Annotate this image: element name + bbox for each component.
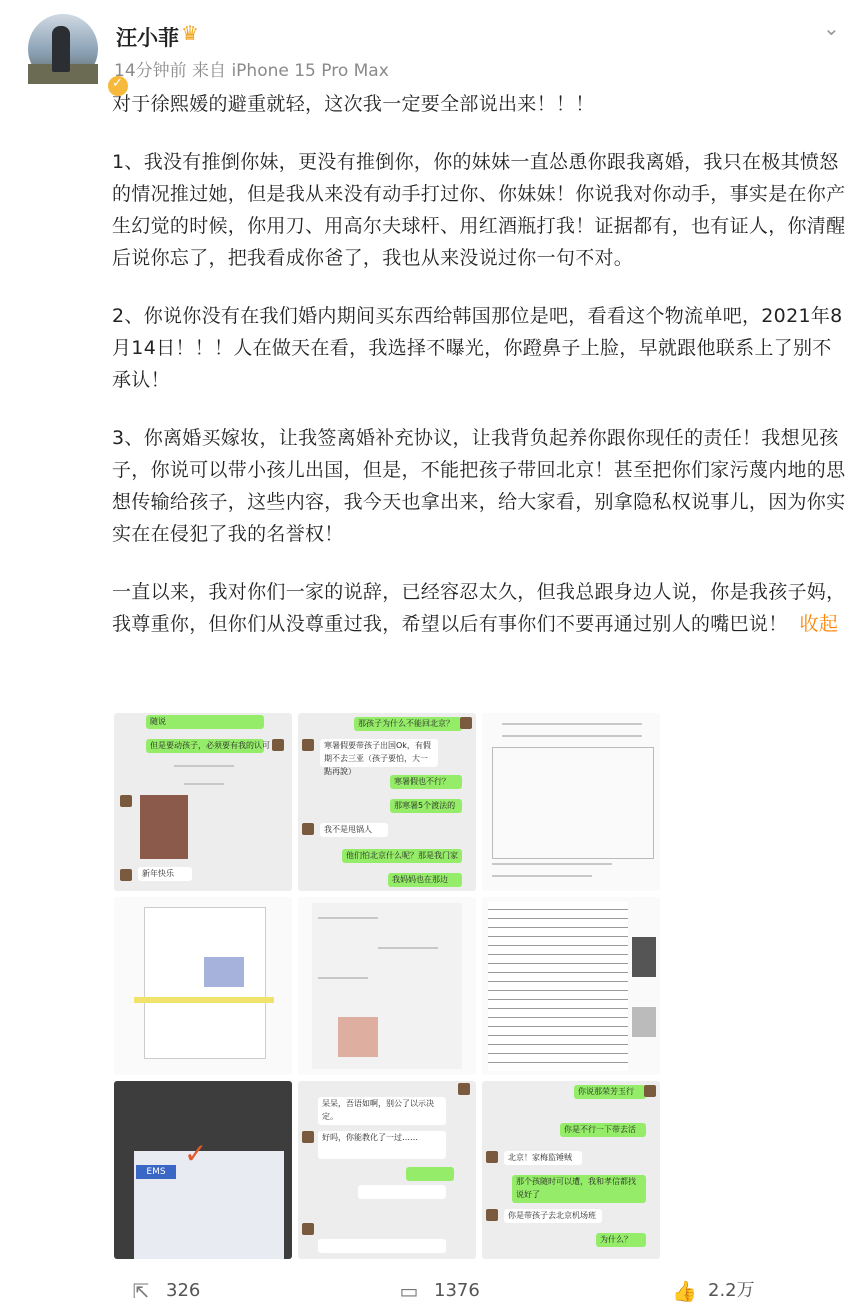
chat-photo	[140, 795, 188, 859]
image-document-2[interactable]	[114, 897, 292, 1075]
post-header	[28, 14, 858, 84]
post-time-source: 14分钟前 来自 iPhone 15 Pro Max	[114, 61, 389, 81]
image-document-1[interactable]	[482, 713, 660, 891]
doc-highlight	[204, 957, 244, 987]
chat-bubble: 寒暑假要带孩子出国Ok，有假期不去三亚（孩子要怕，大一點再說）	[320, 739, 438, 767]
chat-bubble: 随说	[146, 715, 264, 729]
chat-bubble: 呆呆，吾语如啊，别公了以示决定。	[318, 1097, 446, 1125]
chat-line	[318, 977, 368, 979]
doc-line	[502, 735, 642, 737]
post-paragraph: 3、你离婚买嫁妆，让我签离婚补充协议，让我背负起养你跟你现任的责任！我想见孩子，你说可以带小孩儿出国，但是，不能把孩子带回北京！甚至把你们家污蔑内地的思想传输给孩子，这些内容，我今天也拿出来，给大家看，别拿隐私权说事儿，因为你实实在在侵犯了我的名誉权！	[112, 427, 846, 545]
chat-bubble	[318, 1239, 446, 1253]
chat-timestamp	[174, 765, 234, 767]
chat-bubble: 北京！家梅监锤贼	[504, 1151, 582, 1165]
doc-line	[502, 723, 642, 725]
chat-bubble: 寒暑假也不行？	[390, 775, 462, 789]
chat-bubble: 为什么？	[596, 1233, 646, 1247]
chat-bubble: 他们怕北京什么呢？那是我门家	[342, 849, 462, 863]
chat-image	[338, 1017, 378, 1057]
image-ems-waybill[interactable]	[114, 1081, 292, 1259]
chat-bubble: 好吗，你能教化了一过……	[318, 1131, 446, 1159]
chat-bubble: 你是带孩子去北京机场班	[504, 1209, 602, 1223]
chat-bubble: 那孩子为什么不能回北京？	[354, 717, 462, 731]
post-paragraph-text: 一直以来，我对你们一家的说辞，已经容忍太久，但我总跟身边人说，你是我孩子妈，我尊重你，但你们从没尊重过我，希望以后有事你们不要再通过别人的嘴巴说！	[112, 581, 846, 635]
post-footer	[0, 1268, 868, 1315]
chat-bubble: 那寒暑5个渡法的	[390, 799, 462, 813]
comment-button[interactable]	[398, 1276, 480, 1306]
comment-icon: ▭	[399, 1279, 419, 1303]
chevron-down-icon[interactable]: ⌄	[823, 16, 840, 40]
chat-timestamp	[184, 783, 224, 785]
author-name[interactable]: 汪小菲	[116, 26, 179, 50]
chat-bubble	[358, 1185, 446, 1199]
doc-line	[492, 875, 592, 877]
chat-avatar	[486, 1151, 498, 1163]
chat-bubble: 你是不行一下带去活	[560, 1123, 646, 1137]
post-paragraph	[112, 576, 847, 640]
share-icon: ⇱	[132, 1279, 150, 1303]
doc-line	[492, 863, 612, 865]
like-icon: 👍	[672, 1279, 697, 1303]
post-content	[112, 88, 847, 666]
collapse-link[interactable]: 收起	[799, 613, 839, 635]
chat-avatar	[302, 1131, 314, 1143]
chat-bubble: 我不是甩锅人	[320, 823, 388, 837]
table-rows	[488, 901, 628, 1071]
chat-screen	[312, 903, 462, 1069]
redaction	[632, 937, 656, 977]
doc-highlight	[134, 997, 274, 1003]
chat-line	[318, 917, 378, 919]
chat-avatar	[458, 1083, 470, 1095]
redaction	[632, 1007, 656, 1037]
like-button[interactable]	[672, 1276, 755, 1306]
check-mark-icon: ✓	[184, 1137, 208, 1170]
chat-bubble	[406, 1167, 454, 1181]
share-button[interactable]	[130, 1276, 200, 1306]
chat-avatar	[302, 823, 314, 835]
chat-bubble: 我妈妈也在那边	[388, 873, 462, 887]
chat-avatar	[486, 1209, 498, 1221]
crown-icon: ♛	[181, 21, 199, 45]
chat-bubble: 新年快乐	[138, 867, 192, 881]
chat-avatar	[302, 1223, 314, 1235]
post-paragraph: 1、我没有推倒你妹，更没有推倒你，你的妹妹一直怂恿你跟我离婚，我只在极其愤怒的情况推过她，但是我从来没有动手打过你、你妹妹！你说我对你动手，事实是在你产生幻觉的时候，你用刀、用高尔夫球杆、用红酒瓶打我！证据都有，也有证人，你清醒后说你忘了，把我看成你爸了，我也从来没说过你一句不对。	[112, 151, 846, 269]
comment-count: 1376	[434, 1280, 480, 1301]
ems-logo: EMS	[136, 1165, 176, 1179]
chat-bubble: 你说那荣芳玉行	[574, 1085, 646, 1099]
chat-line	[378, 947, 438, 949]
avatar[interactable]	[28, 14, 98, 84]
post-paragraph: 对于徐熙媛的避重就轻，这次我一定要全部说出来！！！	[112, 93, 595, 115]
post-paragraph: 2、你说你没有在我们婚内期间买东西给韩国那位是吧，看看这个物流单吧，2021年8月14日！！！人在做天在看，我选择不曝光，你蹬鼻子上脸，早就跟他联系上了别不承认！	[112, 305, 843, 391]
chat-avatar	[644, 1085, 656, 1097]
doc-table	[492, 747, 654, 859]
image-chat-5[interactable]	[482, 1081, 660, 1259]
chat-avatar	[120, 869, 132, 881]
chat-avatar	[272, 739, 284, 751]
chat-bubble: 那个孩随时可以遭，我和孝信都找说好了	[512, 1175, 646, 1203]
image-grid	[114, 713, 660, 1263]
image-chat-3[interactable]	[298, 897, 476, 1075]
chat-avatar	[460, 717, 472, 729]
chat-avatar	[302, 739, 314, 751]
image-chat-2[interactable]	[298, 713, 476, 891]
image-table[interactable]	[482, 897, 660, 1075]
chat-avatar	[120, 795, 132, 807]
share-count: 326	[166, 1280, 201, 1301]
avatar-figure	[52, 26, 70, 72]
image-chat-1[interactable]	[114, 713, 292, 891]
image-chat-4[interactable]	[298, 1081, 476, 1259]
chat-bubble: 但是要动孩子，必须要有我的认可	[146, 739, 264, 753]
like-count: 2.2万	[708, 1280, 755, 1301]
